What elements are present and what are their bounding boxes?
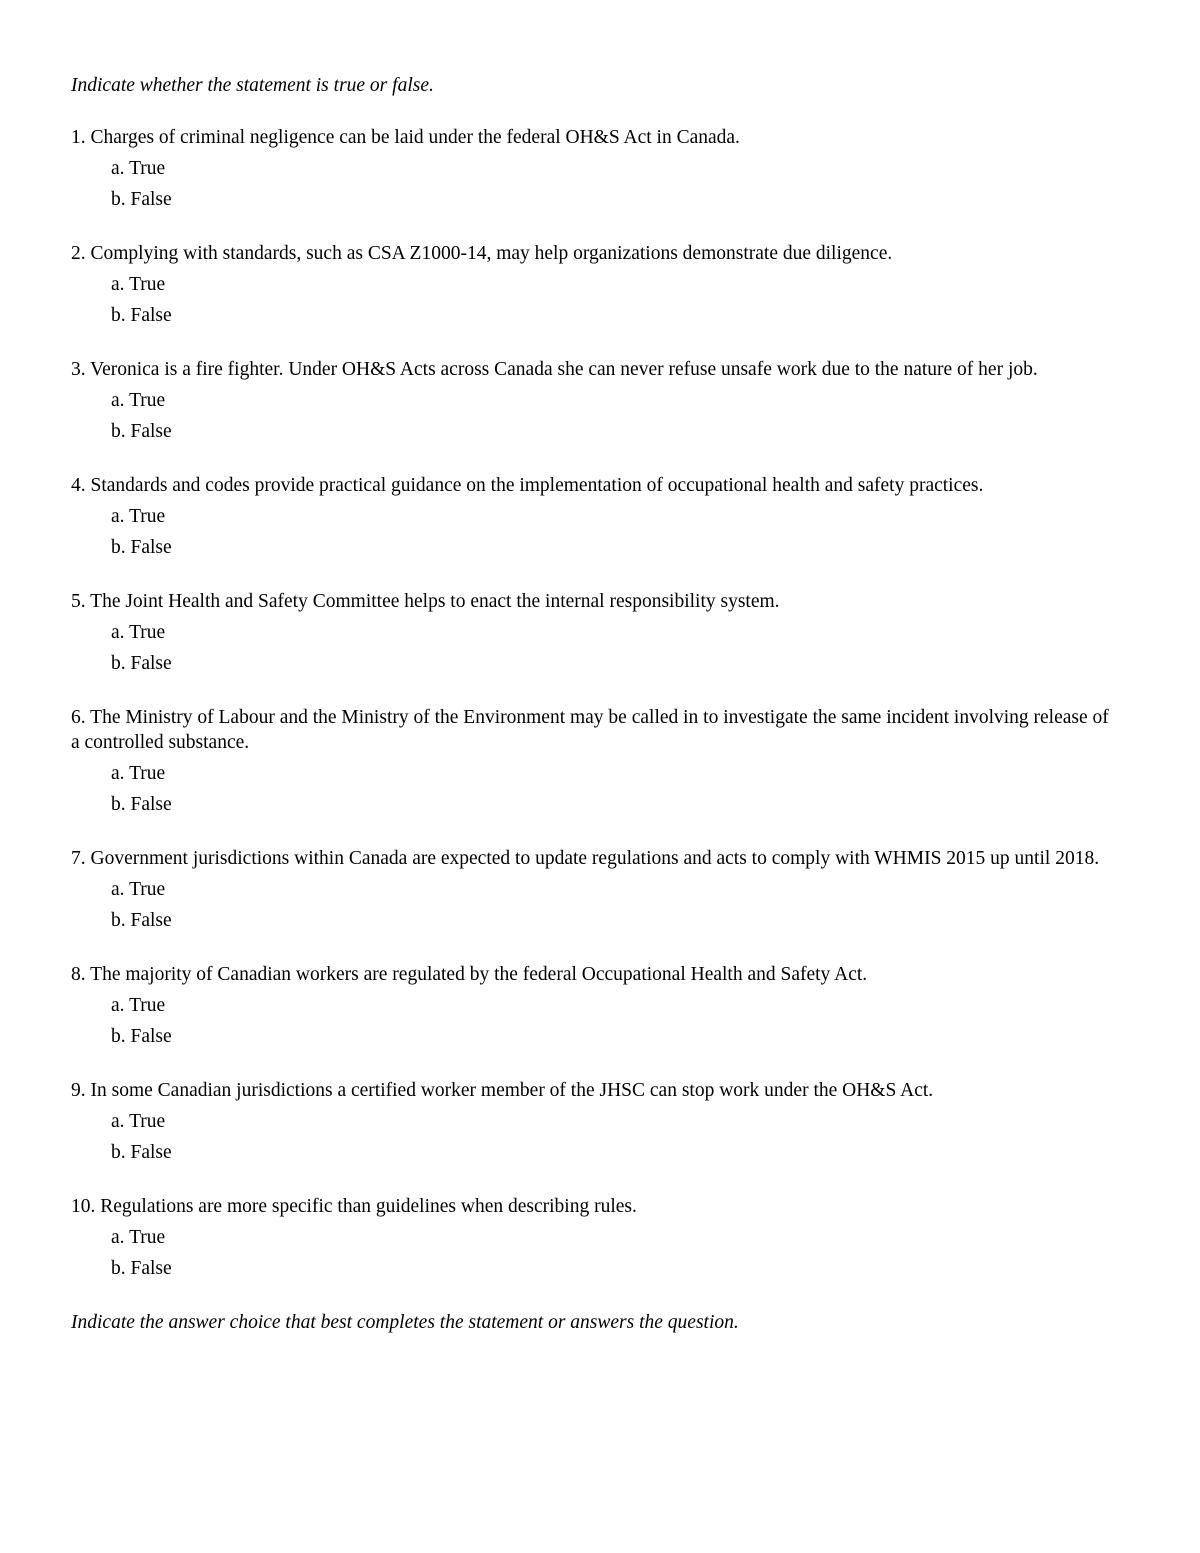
multiple-choice-instruction: Indicate the answer choice that best completes the statement or answers the question. [71, 1312, 739, 1333]
option-text: False [130, 910, 172, 931]
option-text: True [129, 1227, 166, 1248]
question-3 [71, 357, 1121, 444]
question-stem [71, 589, 1121, 614]
answer-options [71, 620, 1121, 676]
question-stem [71, 846, 1121, 871]
question-number: 2. [71, 243, 86, 264]
question-6 [71, 705, 1121, 817]
question-text: The Joint Health and Safety Committee helps to enact the internal responsibility system. [90, 591, 780, 612]
option-true[interactable] [111, 993, 1121, 1018]
question-7 [71, 846, 1121, 933]
option-letter: a. [111, 390, 125, 411]
question-stem [71, 1194, 1121, 1219]
option-text: True [129, 274, 166, 295]
question-number: 7. [71, 848, 86, 869]
option-false[interactable] [111, 792, 1121, 817]
question-text: Standards and codes provide practical guidance on the implementation of occupational health and safety practices. [90, 475, 984, 496]
question-text: Veronica is a fire fighter. Under OH&S Acts across Canada she can never refuse unsafe work due to the nature of her job. [90, 359, 1038, 380]
question-stem [71, 241, 1121, 266]
option-text: False [130, 421, 172, 442]
question-number: 10. [71, 1196, 96, 1217]
option-text: False [130, 1142, 172, 1163]
option-false[interactable] [111, 651, 1121, 676]
question-text: Charges of criminal negligence can be laid under the federal OH&S Act in Canada. [90, 127, 740, 148]
answer-options [71, 993, 1121, 1049]
option-letter: a. [111, 622, 125, 643]
option-letter: b. [111, 1258, 126, 1279]
option-true[interactable] [111, 761, 1121, 786]
question-stem [71, 357, 1121, 382]
option-text: False [130, 305, 172, 326]
answer-options [71, 761, 1121, 817]
question-stem [71, 1078, 1121, 1103]
option-false[interactable] [111, 1256, 1121, 1281]
option-text: False [130, 653, 172, 674]
answer-options [71, 156, 1121, 212]
answer-options [71, 272, 1121, 328]
answer-options [71, 1109, 1121, 1165]
option-true[interactable] [111, 156, 1121, 181]
question-stem [71, 125, 1121, 150]
option-true[interactable] [111, 620, 1121, 645]
question-number: 5. [71, 591, 86, 612]
option-text: False [130, 1026, 172, 1047]
option-text: True [129, 622, 166, 643]
option-text: True [129, 1111, 166, 1132]
option-text: True [129, 995, 166, 1016]
option-false[interactable] [111, 1140, 1121, 1165]
answer-options [71, 1225, 1121, 1281]
question-text: Regulations are more specific than guidelines when describing rules. [100, 1196, 637, 1217]
question-text: The Ministry of Labour and the Ministry of the Environment may be called in to investigate the same incident involving release of a controlled substance. [71, 707, 1109, 753]
question-stem [71, 705, 1121, 755]
question-number: 8. [71, 964, 86, 985]
question-stem [71, 962, 1121, 987]
option-false[interactable] [111, 535, 1121, 560]
option-false[interactable] [111, 187, 1121, 212]
option-letter: b. [111, 1142, 126, 1163]
option-text: False [130, 537, 172, 558]
option-text: True [129, 763, 166, 784]
option-letter: b. [111, 910, 126, 931]
option-true[interactable] [111, 1225, 1121, 1250]
option-true[interactable] [111, 272, 1121, 297]
option-true[interactable] [111, 1109, 1121, 1134]
question-text: The majority of Canadian workers are regulated by the federal Occupational Health and Safety Act. [90, 964, 868, 985]
option-text: True [129, 879, 166, 900]
question-8 [71, 962, 1121, 1049]
question-number: 3. [71, 359, 86, 380]
question-number: 6. [71, 707, 86, 728]
option-false[interactable] [111, 303, 1121, 328]
answer-options [71, 504, 1121, 560]
question-2 [71, 241, 1121, 328]
option-text: False [130, 1258, 172, 1279]
quiz-page [71, 73, 1121, 1335]
question-10 [71, 1194, 1121, 1281]
option-letter: a. [111, 995, 125, 1016]
option-false[interactable] [111, 908, 1121, 933]
question-4 [71, 473, 1121, 560]
option-letter: b. [111, 653, 126, 674]
option-text: True [129, 390, 166, 411]
option-letter: a. [111, 158, 125, 179]
option-letter: a. [111, 506, 125, 527]
option-true[interactable] [111, 504, 1121, 529]
question-5 [71, 589, 1121, 676]
question-text: Complying with standards, such as CSA Z1000-14, may help organizations demonstrate due diligence. [90, 243, 893, 264]
question-1 [71, 125, 1121, 212]
question-number: 1. [71, 127, 86, 148]
option-true[interactable] [111, 877, 1121, 902]
question-number: 9. [71, 1080, 86, 1101]
option-letter: a. [111, 274, 125, 295]
option-letter: a. [111, 1227, 125, 1248]
answer-options [71, 388, 1121, 444]
question-stem [71, 473, 1121, 498]
option-letter: b. [111, 1026, 126, 1047]
option-letter: a. [111, 763, 125, 784]
option-text: True [129, 158, 166, 179]
option-letter: b. [111, 421, 126, 442]
question-number: 4. [71, 475, 86, 496]
question-9 [71, 1078, 1121, 1165]
option-text: False [130, 189, 172, 210]
option-letter: b. [111, 537, 126, 558]
option-text: False [130, 794, 172, 815]
option-text: True [129, 506, 166, 527]
option-true[interactable] [111, 388, 1121, 413]
question-text: In some Canadian jurisdictions a certified worker member of the JHSC can stop work under the OH&S Act. [90, 1080, 934, 1101]
option-false[interactable] [111, 419, 1121, 444]
option-letter: b. [111, 189, 126, 210]
option-false[interactable] [111, 1024, 1121, 1049]
option-letter: a. [111, 879, 125, 900]
question-text: Government jurisdictions within Canada are expected to update regulations and acts to comply with WHMIS 2015 up until 2018. [90, 848, 1100, 869]
option-letter: a. [111, 1111, 125, 1132]
option-letter: b. [111, 305, 126, 326]
option-letter: b. [111, 794, 126, 815]
answer-options [71, 877, 1121, 933]
true-false-instruction: Indicate whether the statement is true or false. [71, 75, 434, 96]
